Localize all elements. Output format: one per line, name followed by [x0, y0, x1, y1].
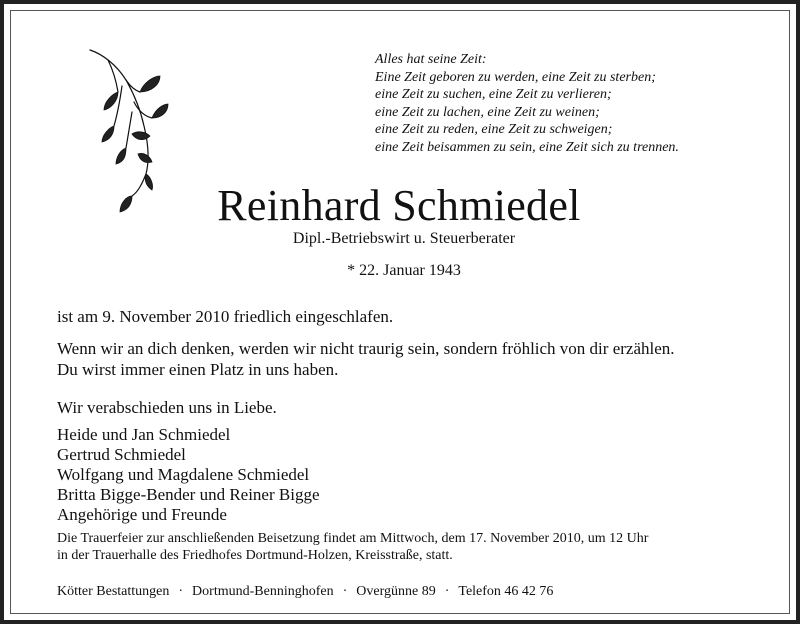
mourner-name: Angehörige und Freunde: [57, 505, 227, 524]
poem: [375, 51, 679, 156]
separator: ·: [342, 584, 348, 599]
birth-date: * 22. Januar 1943: [347, 262, 461, 279]
funeral-home-footer: [57, 584, 553, 600]
death-notice: ist am 9. November 2010 friedlich eingeschlafen.: [57, 307, 394, 326]
funeral-home-street: Overgünne 89: [356, 584, 436, 599]
mourner-name: Britta Bigge-Bender und Reiner Bigge: [57, 485, 320, 504]
separator: ·: [444, 584, 450, 599]
mourner-name: Wolfgang und Magdalene Schmiedel: [57, 465, 310, 484]
separator: ·: [178, 584, 184, 599]
poem-line: Eine Zeit geboren zu werden, eine Zeit zu sterben;: [375, 69, 656, 85]
deceased-title: Dipl.-Betriebswirt u. Steuerberater: [292, 230, 516, 247]
mourner-name: Gertrud Schmiedel: [57, 445, 186, 464]
mourner-name: Heide und Jan Schmiedel: [57, 425, 231, 444]
mourners-list: [57, 425, 320, 525]
poem-line: eine Zeit zu lachen, eine Zeit zu weinen;: [375, 104, 600, 120]
funeral-home-phone: Telefon 46 42 76: [458, 584, 554, 599]
poem-line: Alles hat seine Zeit:: [375, 52, 487, 67]
ceremony-line: in der Trauerhalle des Friedhofes Dortmund-Holzen, Kreisstraße, statt.: [57, 548, 453, 563]
farewell-line: Wir verabschieden uns in Liebe.: [57, 398, 277, 417]
poem-line: eine Zeit beisammen zu sein, eine Zeit sich zu trennen.: [375, 139, 679, 155]
deceased-name: Reinhard Schmiedel: [217, 181, 581, 230]
quote-line: Du wirst immer einen Platz in uns haben.: [57, 360, 339, 379]
ceremony-info: [57, 530, 648, 564]
funeral-home-location: Dortmund-Benninghofen: [192, 584, 334, 599]
quote-line: Wenn wir an dich denken, werden wir nicht traurig sein, sondern fröhlich von dir erzählen.: [57, 339, 675, 358]
poem-line: eine Zeit zu reden, eine Zeit zu schweigen;: [375, 122, 613, 137]
ceremony-line: Die Trauerfeier zur anschließenden Beisetzung findet am Mittwoch, dem 17. November 2010, um 12 Uhr: [57, 531, 649, 546]
poem-line: eine Zeit zu suchen, eine Zeit zu verlieren;: [375, 87, 612, 102]
funeral-home-name: Kötter Bestattungen: [57, 584, 170, 599]
memorial-quote: [57, 338, 675, 380]
